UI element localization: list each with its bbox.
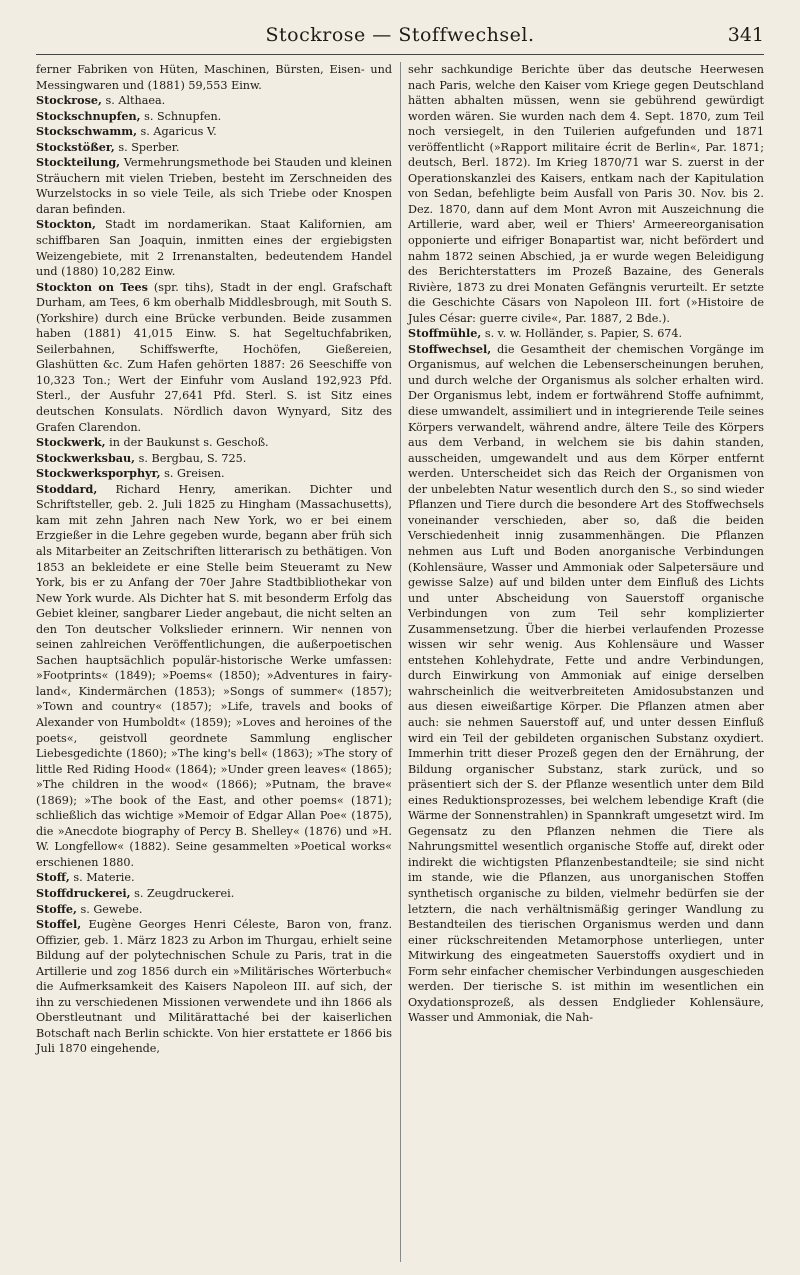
entry-headword: Stockstößer, [36, 139, 115, 154]
entry-headword: Stoff, [36, 870, 70, 885]
entry-text: s. Greisen. [160, 467, 225, 481]
entry-headword: Stockschwamm, [36, 124, 137, 139]
entry-text: s. Schnupfen. [140, 109, 222, 123]
dictionary-entry [36, 870, 392, 886]
left-column [36, 62, 392, 1057]
dictionary-entry [36, 140, 392, 156]
dictionary-entry [408, 326, 764, 342]
entry-text: s. Gewebe. [76, 902, 143, 916]
entry-headword: Stockton, [36, 217, 96, 232]
entry-text: die Gesamtheit der chemischen Vorgänge im Organismus, auf welchen die Lebenserscheinungen beruhen, und durch welche der Organismus als solcher erhalten wird. Der Organismus lebt, indem er fortwährend Stoffe aufnimmt, diese umwandelt, assimiliert und in integrierende Teile seines Körpers verwandelt, während andre, ältere Teile des Körpers aus dem Verband, in welchem sie bis dahin standen, ausscheiden, umgewandelt und aus dem Körper entfernt werden. Unterscheidet sich das Reich der Organismen von der unbelebten Natur wesentlich durch den S., so sind wieder Pflanzen und Tiere durch die besondere Art des Stoffwechsels voneinander verschieden, aber so, daß die beiden Verschiedenheit innig zusammenhängen. Die Pflanzen nehmen aus Luft und Boden anorganische Verbindungen (Kohlensäure, Wasser und Ammoniak oder Salpetersäure und gewisse Salze) auf und bilden unter dem Einfluß des Lichts und unter Abscheidung von Sauerstoff organische Verbindungen von zum Teil sehr komplizierter Zusammensetzung. Über die hierbei verlaufenden Prozesse wissen wir sehr wenig. Aus Kohlensäure und Wasser entstehen Kohlehydrate, Fette und andre Verbindungen, durch Einwirkung von Ammoniak auf einige derselben wahrscheinlich die weitverbreiteten Amidosubstanzen und aus diesen eiweißartige Körper. Die Pflanzen atmen aber auch: sie nehmen Sauerstoff auf, und unter dessen Einfluß wird ein Teil der gebildeten organischen Substanz oxydiert. Immerhin tritt dieser Prozeß gegen den der Ernährung, der Bildung organischer Substanz, stark zurück, und so präsentiert sich der S. der Pflanze wesentlich unter dem Bild eines Reduktionsprozesses, bei welchem lebendige Kraft (die Wärme der Sonnenstrahlen) in Spannkraft umgesetzt wird. Im Gegensatz zu den Pflanzen nehmen die Tiere als Nahrungsmittel wesentlich organische Stoffe auf, direkt oder indirekt die wichtigsten Pflanzenbestandteile; sie sind nicht im stande, wie die Pflanzen, aus unorganischen Stoffen synthetisch organische zu bilden, vielmehr bedürfen sie der letztern, die nach verhältnismäßig geringer Wandlung zu Bestandteilen des tierischen Organismus werden und dann einer rückschreitenden Metamorphose unterliegen, unter Mitwirkung des eingeatmeten Sauerstoffs oxydiert und in Form sehr einfacher chemischer Verbindungen ausgeschieden werden. Der tierische S. ist mithin im wesentlichen ein Oxydationsprozeß, als dessen Endglieder Kohlensäure, Wasser und Ammoniak, die Nah- [408, 342, 764, 1025]
entry-headword: Stoddard, [36, 481, 98, 496]
entry-headword: Stoffdruckerei, [36, 885, 131, 900]
dictionary-entry [36, 280, 392, 435]
right-column [408, 62, 764, 1026]
column-divider [400, 62, 401, 1262]
running-title: Stockrose — Stoffwechsel. [265, 24, 535, 46]
entry-headword: Stockwerksbau, [36, 450, 136, 465]
entry-headword: Stoffwechsel, [408, 341, 492, 356]
entry-text: s. Sperber. [114, 140, 180, 154]
entry-headword: Stockwerk, [36, 435, 106, 450]
page-header [36, 18, 764, 55]
entry-text: s. Bergbau, S. 725. [135, 451, 247, 465]
entry-headword: Stoffel, [36, 917, 82, 932]
dictionary-entry [36, 62, 392, 93]
entry-text: Stadt im nordamerikan. Staat Kalifornien, am schiffbaren San Joaquin, inmitten eines der ergiebigsten Weizengebiete, mit 2 Irrenanstalten, bedeutendem Handel und (1880) 10,282 Einw. [36, 218, 392, 279]
entry-headword: Stockrose, [36, 93, 102, 108]
dictionary-entry [36, 886, 392, 902]
entry-headword: Stockwerksporphyr, [36, 466, 161, 481]
entry-headword: Stockschnupfen, [36, 108, 141, 123]
entry-text: s. Materie. [69, 871, 135, 885]
dictionary-entry [36, 902, 392, 918]
entry-text: s. v. w. Holländer, s. Papier, S. 674. [481, 327, 683, 341]
dictionary-entry [36, 917, 392, 1057]
entry-text: s. Agaricus V. [136, 125, 217, 139]
dictionary-entry [36, 93, 392, 109]
entry-text: Vermehrungsmethode bei Stauden und kleinen Sträuchern mit vielen Trieben, besteht im Zerschneiden des Wurzelstocks in so viele Teile, als sich Triebe oder Knospen daran befinden. [36, 156, 392, 216]
dictionary-entry [36, 451, 392, 467]
dictionary-entry [408, 62, 764, 326]
dictionary-entry [36, 466, 392, 482]
entry-headword: Stockton on Tees [36, 279, 148, 294]
entry-headword: Stockteilung, [36, 155, 121, 170]
entry-text: in der Baukunst s. Geschoß. [105, 436, 269, 450]
entry-text: (spr. tihs), Stadt in der engl. Grafschaft Durham, am Tees, 6 km oberhalb Middlesbrough, mit South S. (Yorkshire) durch eine Brücke verbunden. Beide zusammen haben (1881) 41,015 Einw. S. hat Segeltuchfabriken, Seilerbahnen, Schiffswerfte, Hochöfen, Gießereien, Glashütten &c. Zum Hafen gehörten 1887: 26 Seeschiffe von 10,323 Ton.; Wert der Einfuhr vom Ausland 192,923 Pfd. Sterl., der Ausfuhr 27,641 Pfd. Sterl. S. ist Sitz eines deutschen Konsulats. Nördlich davon Wynyard, Sitz des Grafen Clarendon. [36, 280, 392, 434]
entry-text: ferner Fabriken von Hüten, Maschinen, Bürsten, Eisen- und Messingwaren und (1881) 59,553 Einw. [36, 63, 392, 92]
entry-text: s. Zeugdruckerei. [130, 886, 235, 900]
entry-text: s. Althaea. [101, 94, 166, 108]
entry-headword: Stoffmühle, [408, 326, 482, 341]
entry-headword: Stoffe, [36, 901, 77, 916]
entry-text: Richard Henry, amerikan. Dichter und Schriftsteller, geb. 2. Juli 1825 zu Hingham (Massachusetts), kam mit zehn Jahren nach New York, wo er bei einem Erzgießer in die Lehre gegeben wurde, begann aber früh sich als Mitarbeiter an Zeitschriften litterarisch zu bethätigen. Von 1853 an bekleidete er eine Stelle beim Steueramt zu New York, bis er zu Anfang der 70er Jahre Stadtbibliothekar von New York wurde. Als Dichter hat S. mit besonderm Erfolg das Gebiet kleiner, sangbarer Lieder angebaut, die nicht selten an den Ton deutscher Volkslieder erinnern. Wir nennen von seinen zahlreichen Veröffentlichungen, die außerpoetischen Sachen hauptsächlich populär-historische Werke umfassen: »Footprints« (1849); »Poems« (1850); »Adventures in fairy-land«, Kindermärchen (1853); »Songs of summer« (1857); »Town and country« (1857); »Life, travels and books of Alexander von Humboldt« (1859); »Loves and heroines of the poets«, geistvoll geordnete Sammlung englischer Liebesgedichte (1860); »The king's bell« (1863); »The story of little Red Riding Hood« (1864); »Under green leaves« (1865); »The children in the wood« (1866); »Putnam, the brave« (1869); »The book of the East, and other poems« (1871); schließlich das wichtige »Memoir of Edgar Allan Poe« (1875), die »Anecdote biography of Percy B. Shelley« (1876) und »H. W. Longfellow« (1882). Seine gesammelten »Poetical works« erschienen 1880. [36, 482, 392, 869]
page-number: 341 [727, 24, 764, 46]
dictionary-entry [36, 124, 392, 140]
entry-text: Eugène Georges Henri Céleste, Baron von, franz. Offizier, geb. 1. März 1823 zu Arbon im Thurgau, erhielt seine Bildung auf der polytechnischen Schule zu Paris, trat in die Artillerie und zog 1856 durch ein »Militärisches Wörterbuch« die Aufmerksamkeit des Kaisers Napoleon III. auf sich, der ihn zu verschiedenen Missionen verwendete und ihn 1866 als Oberstleutnant und Militärattaché bei der kaiserlichen Botschaft nach Berlin schickte. Von hier erstattete er 1866 bis Juli 1870 eingehende, [36, 918, 392, 1056]
dictionary-entry [36, 155, 392, 217]
dictionary-entry [36, 482, 392, 871]
dictionary-entry [36, 109, 392, 125]
dictionary-entry [36, 217, 392, 279]
dictionary-entry [408, 342, 764, 1026]
entry-text: sehr sachkundige Berichte über das deutsche Heerwesen nach Paris, welche den Kaiser vom Kriege gegen Deutschland hätten abhalten müssen, wenn sie gebührend gewürdigt worden wären. Sie wurden nach dem 4. Sept. 1870, zum Teil noch versiegelt, in den Tuilerien aufgefunden und 1871 veröffentlicht (»Rapport militaire écrit de Berlin«, Par. 1871; deutsch, Berl. 1872). Im Krieg 1870/71 war S. zuerst in der Operationskanzlei des Kaisers, entkam nach der Kapitulation von Sedan, befehligte beim Ausfall von Paris 30. Nov. bis 2. Dez. 1870, dann auf dem Mont Avron mit Auszeichnung die Artillerie, ward aber, weil er Thiers' Armeereorganisation opponierte und eifriger Bonapartist war, nicht befördert und nahm 1872 seinen Abschied, ja er wurde wegen Beleidigung des Berichterstatters im Prozeß Bazaine, des Generals Rivière, 1873 zu drei Monaten Gefängnis verurteilt. Er setzte die Geschichte Cäsars von Napoleon III. fort (»Histoire de Jules César: guerre civile«, Par. 1887, 2 Bde.). [408, 63, 764, 325]
dictionary-entry [36, 435, 392, 451]
